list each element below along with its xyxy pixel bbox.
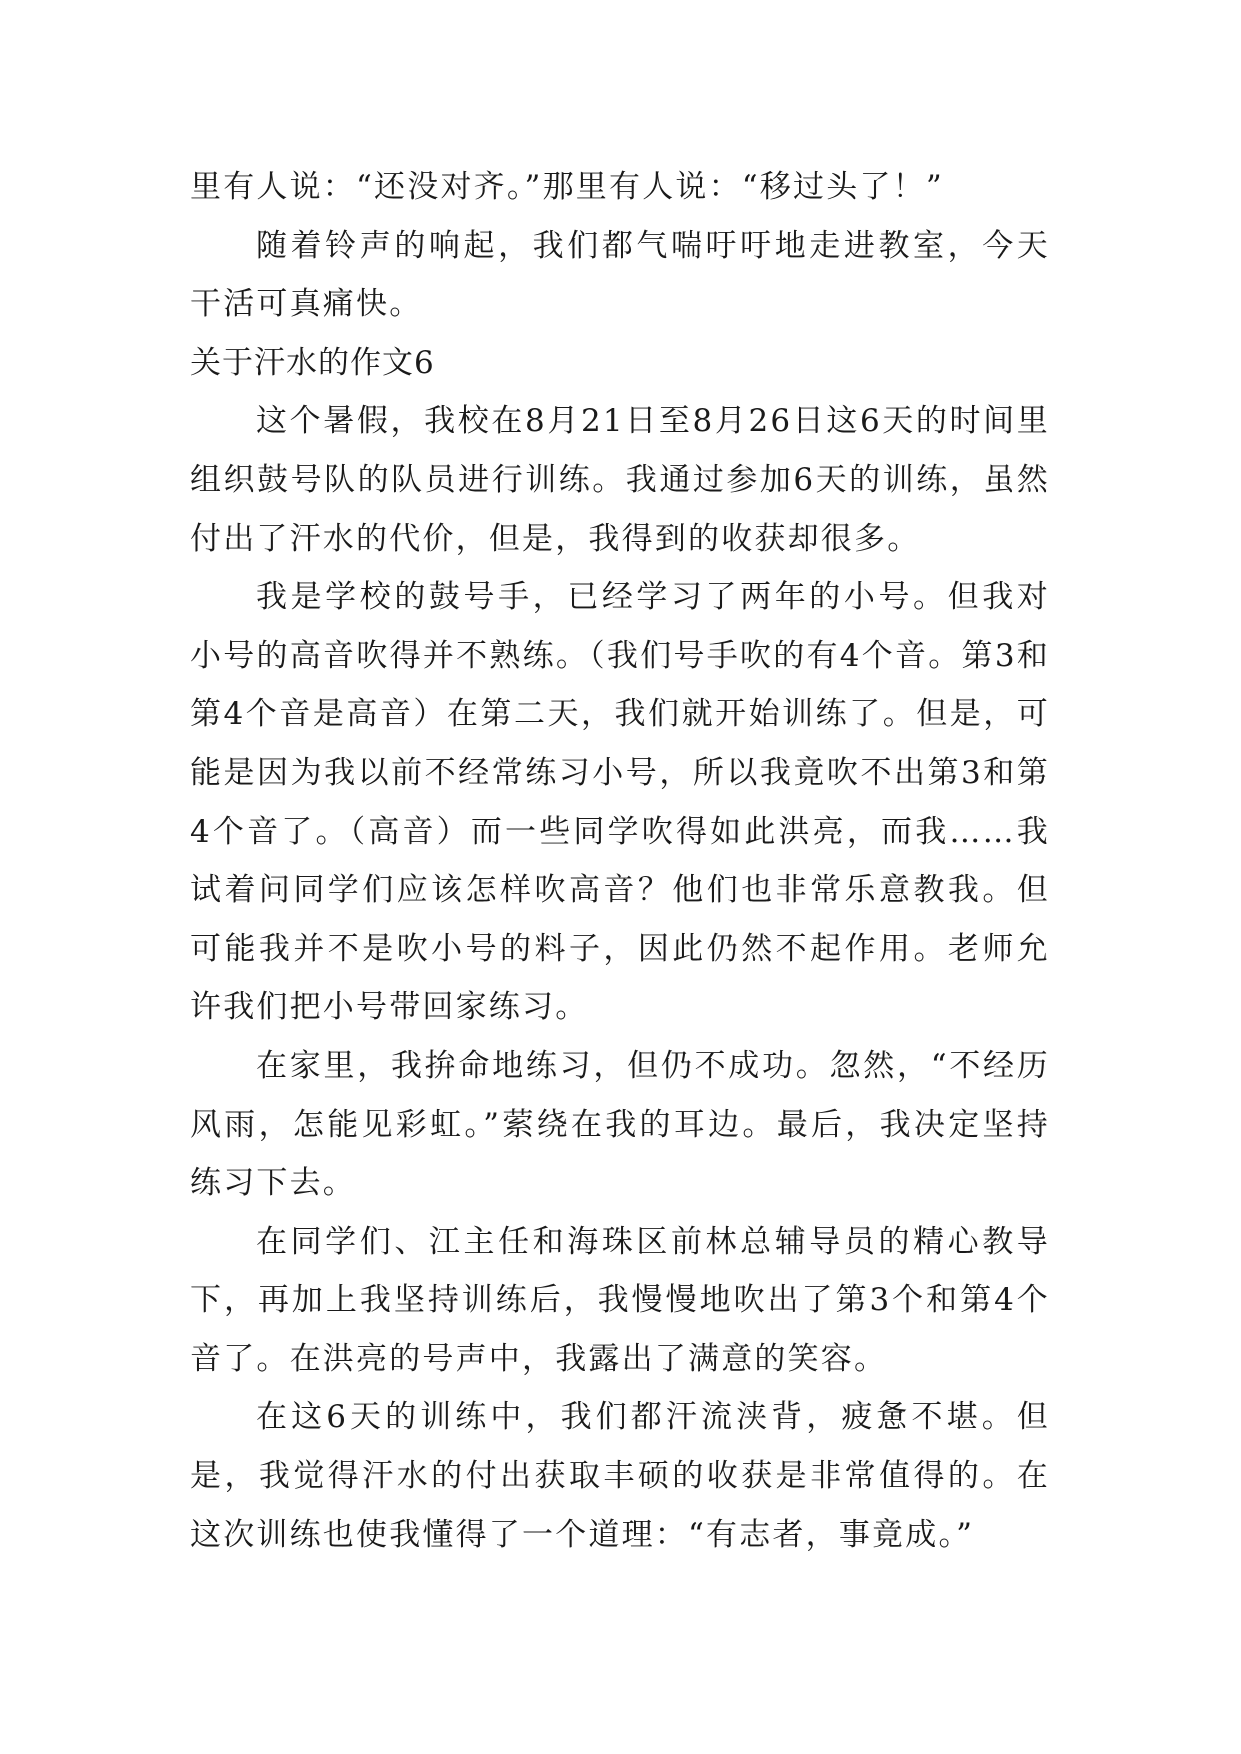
paragraph-4: 在同学们、江主任和海珠区前林总辅导员的精心教导下，再加上我坚持训练后，我慢慢地吹出了第3个和第4个音了。在洪亮的号声中，我露出了满意的笑容。 bbox=[190, 1223, 1050, 1377]
continuation-paragraph: 里有人说：“还没对齐。”那里有人说：“移过头了！” bbox=[190, 169, 944, 205]
paragraph-2: 我是学校的鼓号手，已经学习了两年的小号。但我对小号的高音吹得并不熟练。（我们号手吹的有4个音。第3和第4个音是高音）在第二天，我们就开始训练了。但是，可能是因为我以前不经常练习小号，所以我竟吹不出第3和第4个音了。（高音）而一些同学吹得如此洪亮，而我……我试着问同学们应该怎样吹高音？他们也非常乐意教我。但可能我并不是吹小号的料子，因此仍然不起作用。老师允许我们把小号带回家练习。 bbox=[190, 579, 1050, 1026]
paragraph-1: 这个暑假，我校在8月21日至8月26日这6天的时间里组织鼓号队的队员进行训练。我通过参加6天的训练，虽然付出了汗水的代价，但是，我得到的收获却很多。 bbox=[190, 403, 1050, 557]
document-page bbox=[190, 158, 1050, 1564]
section-title: 关于汗水的作文6 bbox=[190, 344, 435, 381]
paragraph-5: 在这6天的训练中，我们都汗流浃背，疲惫不堪。但是，我觉得汗水的付出获取丰硕的收获是非常值得的。在这次训练也使我懂得了一个道理：“有志者，事竟成。” bbox=[190, 1399, 1050, 1553]
paragraph-bell: 随着铃声的响起，我们都气喘吁吁地走进教室，今天干活可真痛快。 bbox=[190, 227, 1050, 323]
paragraph-3: 在家里，我拚命地练习，但仍不成功。忽然，“不经历风雨，怎能见彩虹。”萦绕在我的耳边。最后，我决定坚持练习下去。 bbox=[190, 1047, 1050, 1202]
